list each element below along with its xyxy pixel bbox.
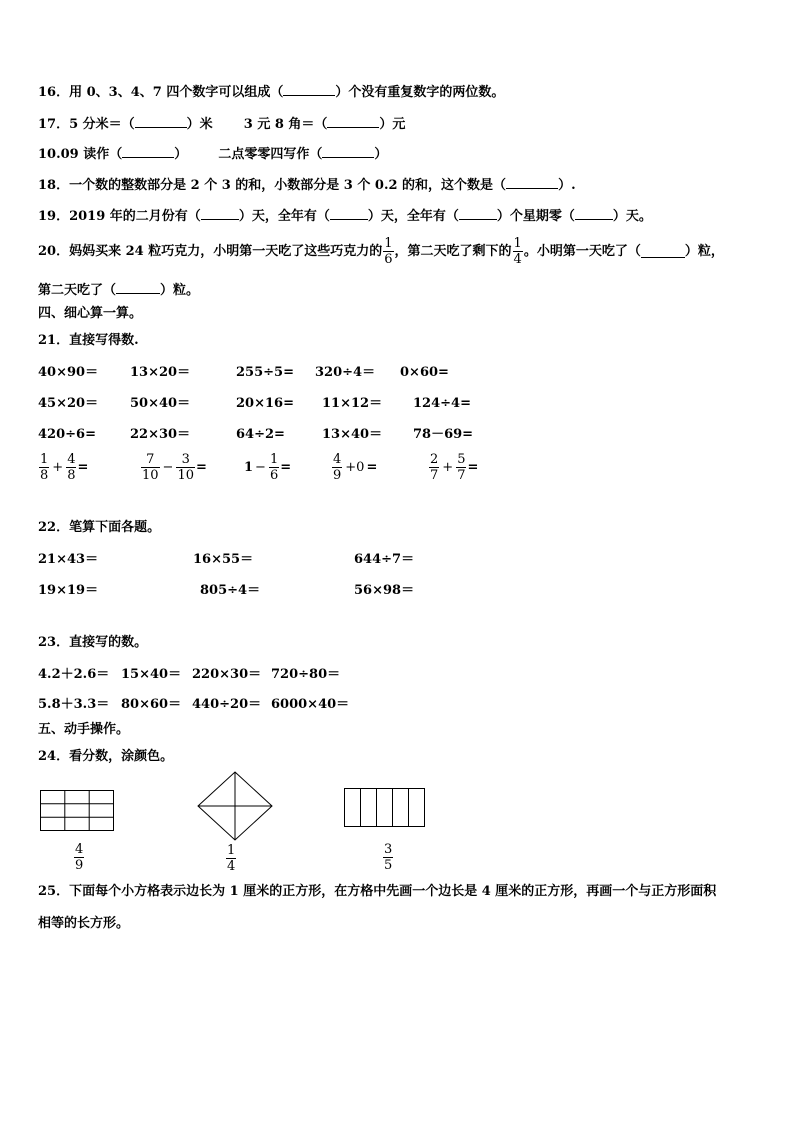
q21-item: 11×12＝ xyxy=(322,396,383,411)
fraction: $\frac{4}{8}$ xyxy=(67,452,76,483)
q23-item: 440÷20＝ xyxy=(192,697,262,712)
answer-blank[interactable] xyxy=(322,146,374,158)
q21-item: 124÷4= xyxy=(413,396,471,411)
fraction: $\frac{1}{6}$ xyxy=(384,236,393,267)
q23-item: 80×60＝ xyxy=(121,697,182,712)
answer-blank[interactable] xyxy=(201,208,239,220)
fraction: $\frac{1}{4}$ xyxy=(513,236,522,267)
q23-item: 6000×40＝ xyxy=(271,697,350,712)
question-22-title: 22．笔算下面各题。 xyxy=(38,520,161,535)
question-25-line2: 相等的长方形。 xyxy=(38,916,130,931)
answer-blank[interactable] xyxy=(330,208,368,220)
question-24-title: 24．看分数，涂颜色。 xyxy=(38,749,174,764)
q21-item: 20×16= xyxy=(236,396,294,411)
fraction: $\frac{3}{5}$ xyxy=(384,842,393,873)
fraction: $\frac{1}{4}$ xyxy=(227,843,236,874)
question-21-title: 21．直接写得数. xyxy=(38,333,139,348)
q22-item: 805÷4＝ xyxy=(200,583,261,598)
fraction: $\frac{2}{7}$ xyxy=(430,452,439,483)
answer-blank[interactable] xyxy=(575,208,613,220)
q23-item: 220×30＝ xyxy=(192,667,262,682)
fraction: $\frac{4}{9}$ xyxy=(75,842,84,873)
question-19: 19．2019 年的二月份有（ ）天，全年有（ ）天，全年有（ ）个星期零（ ）天。 xyxy=(38,209,652,224)
question-17: 17．5 分米＝（ ）米 3 元 8 角＝（ ）元 xyxy=(38,117,406,132)
fraction: $\frac{1}{6}$ xyxy=(269,452,279,483)
q23-item: 15×40＝ xyxy=(121,667,182,682)
q22-item: 644÷7＝ xyxy=(354,552,415,567)
q21-fraction-item: $\frac{4}{9}$ +0 = xyxy=(333,452,378,483)
answer-blank[interactable] xyxy=(122,146,174,158)
fraction: $\frac{4}{9}$ xyxy=(333,452,342,483)
q21-item: 50×40＝ xyxy=(130,396,191,411)
q21-item: 13×20＝ xyxy=(130,365,191,380)
fraction: $\frac{3}{10}$ xyxy=(177,452,194,483)
fraction-caption xyxy=(225,843,237,874)
question-25-line1: 25．下面每个小方格表示边长为 1 厘米的正方形，在方格中先画一个边长是 4 厘米的正方形，再画一个与正方形面积 xyxy=(38,884,717,899)
fraction: $\frac{5}{7}$ xyxy=(457,452,466,483)
question-20: 20．妈妈买来 24 粒巧克力，小明第一天吃了这些巧克力的 $\frac{1}{6}$ ，第二天吃了剩下的 $\frac{1}{4}$ 。小明第一天吃了（ ）粒， xyxy=(38,236,724,267)
question-23-title: 23．直接写的数。 xyxy=(38,635,148,650)
q21-item: 0×60= xyxy=(400,365,449,380)
rectangle-five-parts-figure[interactable] xyxy=(344,788,426,828)
q22-item: 16×55＝ xyxy=(193,552,254,567)
q21-fraction-item: $\frac{7}{10}$ − $\frac{3}{10}$ = xyxy=(142,452,207,483)
q21-item: 45×20＝ xyxy=(38,396,99,411)
fraction-caption xyxy=(73,842,85,873)
q22-item: 56×98＝ xyxy=(354,583,415,598)
answer-blank[interactable] xyxy=(641,246,685,258)
fraction: $\frac{7}{10}$ xyxy=(142,452,159,483)
q21-fraction-item: $\frac{1}{8}$ + $\frac{4}{8}$ = xyxy=(40,452,89,483)
question-18: 18．一个数的整数部分是 2 个 3 的和，小数部分是 3 个 0.2 的和，这个数是（ ）. xyxy=(38,178,576,193)
answer-blank[interactable] xyxy=(135,116,187,128)
q22-item: 21×43＝ xyxy=(38,552,99,567)
q21-item: 255÷5= xyxy=(236,365,294,380)
q21-item: 420÷6= xyxy=(38,427,96,442)
fraction-caption xyxy=(382,842,394,873)
answer-blank[interactable] xyxy=(506,177,558,189)
fraction: $\frac{1}{8}$ xyxy=(40,452,49,483)
question-read-write: 10.09 读作（ ） 二点零零四写作（ ） xyxy=(38,147,388,162)
answer-blank[interactable] xyxy=(459,208,497,220)
q21-fraction-item: $\frac{2}{7}$ + $\frac{5}{7}$ = xyxy=(430,452,479,483)
question-16: 16．用 0、3、4、7 四个数字可以组成（ ）个没有重复数字的两位数。 xyxy=(38,85,505,100)
q21-item: 320÷4＝ xyxy=(315,365,376,380)
q23-item: 4.2＋2.6＝ xyxy=(38,667,110,682)
q23-item: 720÷80＝ xyxy=(271,667,341,682)
section-four-heading: 四、细心算一算。 xyxy=(38,306,143,321)
answer-blank[interactable] xyxy=(283,84,335,96)
answer-blank[interactable] xyxy=(116,282,160,294)
q21-fraction-item: 1 − $\frac{1}{6}$ = xyxy=(244,452,292,483)
q21-item: 13×40＝ xyxy=(322,427,383,442)
grid-nine-parts-figure[interactable] xyxy=(40,790,114,832)
q23-item: 5.8＋3.3＝ xyxy=(38,697,110,712)
question-20-line2: 第二天吃了（ ）粒。 xyxy=(38,283,200,298)
q21-item: 64÷2= xyxy=(236,427,285,442)
q21-item: 78－69= xyxy=(413,427,474,442)
q21-item: 22×30＝ xyxy=(130,427,191,442)
answer-blank[interactable] xyxy=(327,116,379,128)
q22-item: 19×19＝ xyxy=(38,583,99,598)
diamond-four-parts-figure[interactable] xyxy=(197,771,273,841)
q21-item: 40×90＝ xyxy=(38,365,99,380)
section-five-heading: 五、动手操作。 xyxy=(38,722,130,737)
